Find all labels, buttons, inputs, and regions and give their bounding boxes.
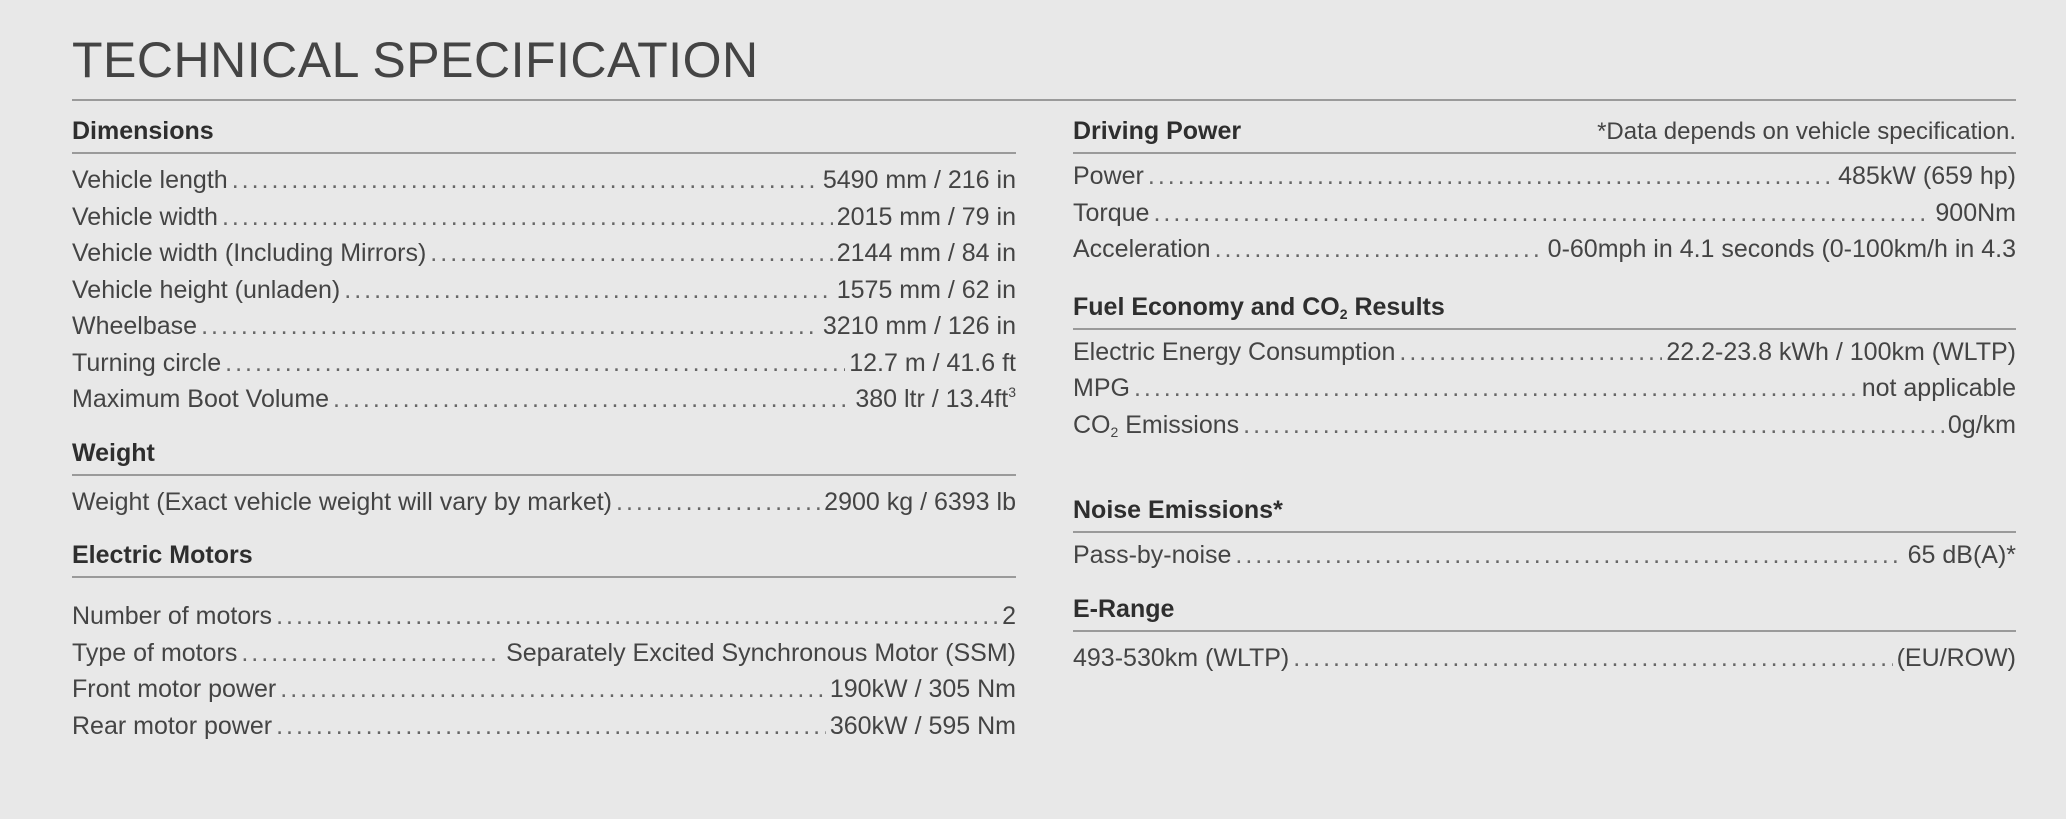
spec-value: 0g/km <box>1947 410 2016 439</box>
page-title: TECHNICAL SPECIFICATION <box>72 32 759 88</box>
spec-label: Weight (Exact vehicle weight will vary by market) <box>72 487 612 516</box>
spec-label: Rear motor power <box>72 711 273 740</box>
e-range-section <box>1073 596 2016 681</box>
spec-label: MPG <box>1073 374 1130 402</box>
spec-row <box>72 675 1016 712</box>
spec-value: 3210 mm / 126 in <box>822 312 1016 340</box>
subscript: 2 <box>1339 305 1348 322</box>
section-title: E-Range <box>1073 594 1175 623</box>
spec-row <box>1073 235 2016 272</box>
title-divider <box>72 99 2016 101</box>
dot-leader <box>430 239 832 268</box>
spec-row <box>1073 644 2016 681</box>
spec-label: Number of motors <box>72 602 273 630</box>
label-text: Emissions <box>1118 410 1240 439</box>
spec-row <box>1073 541 2016 578</box>
spec-list <box>1073 330 2016 448</box>
electric-motors-section <box>72 542 1016 748</box>
dot-leader <box>276 712 826 741</box>
spec-list <box>72 476 1016 525</box>
subscript: 2 <box>1110 423 1119 440</box>
spec-value: 360kW / 595 Nm <box>829 711 1016 740</box>
spec-row <box>1073 411 2016 448</box>
section-header <box>72 542 1016 578</box>
section-header <box>72 118 1016 154</box>
spec-label: Turning circle <box>72 348 222 377</box>
spec-row <box>72 712 1016 749</box>
spec-label <box>1073 411 1239 440</box>
spec-value: not applicable <box>1861 374 2016 402</box>
section-header <box>1073 497 2016 533</box>
dot-leader <box>1293 644 1892 673</box>
spec-label: Vehicle length <box>72 166 228 194</box>
spec-label: Acceleration <box>1073 235 1211 263</box>
section-title: Dimensions <box>72 117 214 145</box>
dot-leader <box>1215 235 1544 264</box>
spec-list <box>72 154 1016 422</box>
title-text: Results <box>1347 292 1445 321</box>
spec-list <box>1073 632 2016 681</box>
spec-list <box>1073 533 2016 578</box>
spec-value: 22.2-23.8 kWh / 100km (WLTP) <box>1666 337 2016 366</box>
left-column <box>72 118 1016 748</box>
spec-row <box>1073 338 2016 375</box>
spec-label: 493-530km (WLTP) <box>1073 643 1290 672</box>
driving-power-section <box>1073 118 2016 272</box>
spec-row <box>72 239 1016 276</box>
dot-leader <box>222 203 833 232</box>
spec-row <box>72 166 1016 203</box>
spec-row <box>72 385 1016 422</box>
spec-list <box>1073 154 2016 272</box>
dot-leader <box>241 639 502 668</box>
spec-value <box>855 385 1016 414</box>
dot-leader <box>1235 541 1903 570</box>
spec-label: Wheelbase <box>72 312 198 340</box>
spec-row <box>1073 162 2016 199</box>
section-header <box>1073 118 2016 154</box>
spec-label: Front motor power <box>72 675 277 703</box>
label-text: CO <box>1073 410 1111 439</box>
noise-emissions-section <box>1073 497 2016 578</box>
spec-label: Type of motors <box>72 638 238 667</box>
spec-value: 2900 kg / 6393 lb <box>824 487 1016 516</box>
spec-row <box>72 203 1016 240</box>
spec-value: 900Nm <box>1935 198 2016 227</box>
spec-label: Vehicle height (unladen) <box>72 275 341 304</box>
section-title: Electric Motors <box>72 541 253 569</box>
section-title: Weight <box>72 438 155 467</box>
spec-list <box>72 578 1016 748</box>
section-title <box>1073 293 1445 322</box>
spec-value: 1575 mm / 62 in <box>836 275 1016 304</box>
right-column <box>1073 118 2016 680</box>
spec-row <box>1073 199 2016 236</box>
spec-label: Torque <box>1073 198 1150 227</box>
section-footnote: *Data depends on vehicle specification. <box>1597 118 2016 145</box>
dot-leader <box>276 602 998 631</box>
spec-value: 2144 mm / 84 in <box>836 239 1016 267</box>
spec-label: Pass-by-noise <box>1073 541 1232 569</box>
dimensions-section <box>72 118 1016 422</box>
spec-row <box>72 602 1016 639</box>
spec-row <box>72 312 1016 349</box>
spec-label: Electric Energy Consumption <box>1073 337 1396 366</box>
spec-label: Power <box>1073 162 1144 190</box>
section-header <box>1073 596 2016 632</box>
dot-leader <box>1134 374 1858 403</box>
section-title: Driving Power <box>1073 117 1242 145</box>
spec-value: Separately Excited Synchronous Motor (SSM) <box>506 638 1016 667</box>
dot-leader <box>225 349 845 378</box>
dot-leader <box>1148 162 1834 191</box>
weight-section <box>72 440 1016 525</box>
spec-value: 2015 mm / 79 in <box>836 202 1016 231</box>
spec-value: (EU/ROW) <box>1896 643 2016 672</box>
section-header <box>1073 294 2016 330</box>
dot-leader <box>232 166 819 195</box>
fuel-economy-section <box>1073 294 2016 448</box>
spec-row <box>72 488 1016 525</box>
spec-label: Vehicle width <box>72 202 218 231</box>
spec-value: 485kW (659 hp) <box>1838 162 2016 190</box>
spec-value: 0-60mph in 4.1 seconds (0-100km/h in 4.3 <box>1547 235 2016 263</box>
spec-label: Maximum Boot Volume <box>72 385 330 413</box>
dot-leader <box>333 385 851 414</box>
spec-value: 2 <box>1002 602 1016 630</box>
dot-leader <box>1153 199 1931 228</box>
spec-value: 65 dB(A)* <box>1907 541 2016 569</box>
dot-leader <box>1243 411 1944 440</box>
spec-row <box>72 639 1016 676</box>
spec-row <box>72 349 1016 386</box>
section-header <box>72 440 1016 476</box>
dot-leader <box>616 488 820 517</box>
dot-leader <box>201 312 819 341</box>
dot-leader <box>280 675 826 704</box>
superscript: 3 <box>1008 384 1016 400</box>
spec-value: 12.7 m / 41.6 ft <box>849 348 1016 377</box>
spec-value: 190kW / 305 Nm <box>829 675 1016 703</box>
spec-row <box>1073 374 2016 411</box>
value-text: 380 ltr / 13.4ft <box>855 385 1009 413</box>
section-title: Noise Emissions* <box>1073 496 1283 524</box>
title-text: Fuel Economy and CO <box>1073 292 1340 321</box>
spec-row <box>72 276 1016 313</box>
dot-leader <box>1399 338 1662 367</box>
spec-value: 5490 mm / 216 in <box>822 166 1016 194</box>
dot-leader <box>344 276 832 305</box>
spec-label: Vehicle width (Including Mirrors) <box>72 239 427 267</box>
